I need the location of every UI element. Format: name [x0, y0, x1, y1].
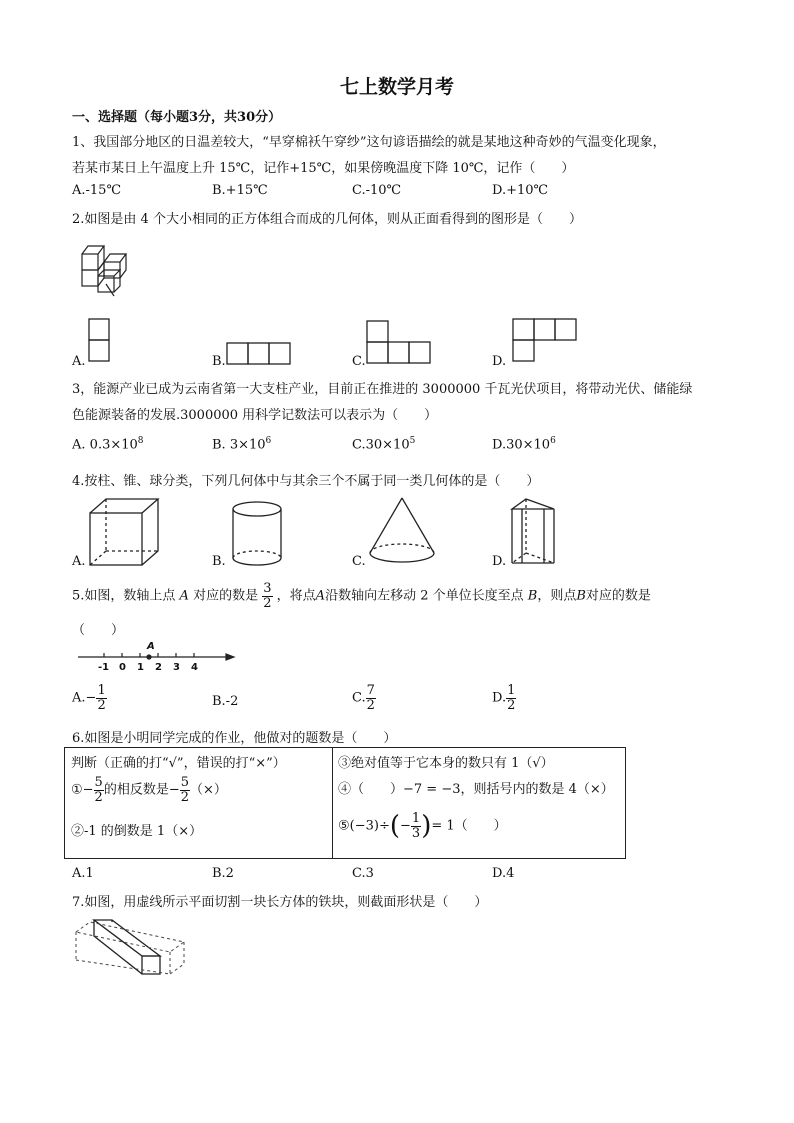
q5-stem-mid4: ，则点: [537, 588, 577, 604]
q2-option-d-figure: [512, 318, 580, 364]
q6-item5-pre: ⑤: [338, 818, 350, 834]
q3-option-a-label: A.: [72, 437, 86, 453]
q6-item1-den1: 2: [94, 789, 103, 805]
q5-stem: [72, 582, 651, 610]
q5-option-d-label: D.: [492, 690, 507, 706]
q2-option-d[interactable]: D.: [492, 354, 507, 369]
q5-stem-end: 对应的数是: [585, 588, 651, 604]
q6-option-d[interactable]: D.4: [492, 866, 515, 881]
q4-option-c[interactable]: C.: [352, 554, 366, 569]
q5-option-b[interactable]: B.-2: [212, 694, 239, 709]
q6-item5-a: (−3)÷: [349, 818, 390, 834]
q5-option-a-label: A.: [72, 690, 86, 706]
q5-var-b: B: [527, 588, 538, 604]
q6-option-a[interactable]: A.1: [72, 866, 94, 881]
q5-stem-pre: 5.如图，数轴上点: [72, 588, 176, 604]
q6-option-b[interactable]: B.2: [212, 866, 234, 881]
q5-var-a: A: [179, 588, 189, 604]
q6-item2: ②-1 的倒数是 1（×）: [71, 824, 203, 839]
q6-item5-open-paren: (: [389, 811, 401, 842]
q3-option-b-exp: 6: [265, 436, 272, 446]
q6-item5-frac: [411, 812, 421, 840]
q2-option-a[interactable]: A.: [72, 354, 86, 369]
q5-option-d-fraction: [506, 684, 516, 712]
q3-option-a-exp: 8: [137, 436, 144, 446]
q4-prism-figure: [508, 497, 558, 567]
q5-number-line: [76, 638, 238, 672]
section-heading: 一、选择题（每小题3分，共30分）: [72, 110, 282, 125]
q5-option-c-den: 2: [366, 697, 375, 713]
q6-item1-mark: （×）: [190, 782, 227, 798]
q6-option-c[interactable]: C.3: [352, 866, 374, 881]
q3-option-d-value: 30×10: [506, 437, 551, 453]
q2-option-a-figure: [88, 318, 110, 364]
q2-solid-figure: [74, 236, 154, 300]
q5-axis-tick: -1: [98, 662, 110, 673]
q6-item5-end: = 1（ ）: [431, 818, 507, 834]
q3-option-a-value: 0.3×10: [89, 437, 138, 453]
q6-item1-frac1: [94, 776, 104, 804]
q6-homework-table: [64, 747, 626, 859]
q2-option-b-figure: [226, 342, 292, 366]
q5-axis-tick: 2: [155, 662, 162, 673]
q6-stem: 6.如图是小明同学完成的作业，他做对的题数是（ ）: [72, 731, 397, 746]
q1-line1: 1、我国部分地区的日温差较大，“早穿棉袄午穿纱”这句谚语描绘的就是某地这种奇妙的气温变化现象，: [72, 135, 666, 150]
q3-option-c-exp: 5: [409, 436, 416, 446]
q6-item5-sign: −: [400, 818, 411, 834]
q5-axis-tick: 1: [137, 662, 144, 673]
q4-cube-figure: [88, 497, 160, 567]
q6-item1-num2: 5: [180, 775, 190, 790]
q6-item1-mid: 的相反数是−: [103, 782, 180, 798]
q4-stem: 4.按柱、锥、球分类，下列几何体中与其余三个不属于同一类几何体的是（ ）: [72, 474, 540, 489]
q5-axis-point-label: A: [147, 641, 155, 652]
q6-table-divider: [332, 748, 333, 858]
q3-option-b[interactable]: [212, 436, 271, 452]
q5-option-d[interactable]: [492, 684, 516, 712]
q7-stem: 7.如图，用虚线所示平面切割一块长方体的铁块，则截面形状是（ ）: [72, 895, 488, 910]
q1-option-c[interactable]: C.-10℃: [352, 183, 402, 198]
q4-option-a[interactable]: A.: [72, 554, 86, 569]
q1-option-d[interactable]: D.+10℃: [492, 183, 549, 198]
q5-option-a-den: 2: [97, 697, 106, 713]
q1-line2: 若某市某日上午温度上升 15℃，记作+15℃，如果傍晚温度下降 10℃，记作（ ）: [72, 161, 575, 176]
q5-stem-mid1: 对应的数是: [193, 588, 259, 604]
q5-option-c-label: C.: [352, 690, 366, 706]
q3-option-a[interactable]: [72, 436, 144, 452]
q3-option-d-label: D.: [492, 437, 507, 453]
q5-fraction: [262, 582, 272, 610]
q4-option-d[interactable]: D.: [492, 554, 507, 569]
q7-cuboid-cut-figure: [72, 916, 192, 978]
q3-option-c-value: 30×10: [365, 437, 410, 453]
q5-stem-mid3: 沿数轴向左移动 2 个单位长度至点: [325, 588, 524, 604]
q3-line1: 3，能源产业已成为云南省第一大支柱产业，目前正在推进的 3000000 千瓦光伏项目，将带动光伏、储能绿: [72, 382, 693, 397]
q5-axis-tick: 0: [119, 662, 126, 673]
q5-option-d-den: 2: [507, 697, 516, 713]
q2-option-b[interactable]: B.: [212, 354, 226, 369]
q6-item1-den2: 2: [180, 789, 190, 805]
q5-option-a-sign: −: [85, 690, 97, 706]
q5-var-a-2: A: [315, 588, 326, 604]
q5-option-c-fraction: [366, 684, 376, 712]
q1-option-b[interactable]: B.+15℃: [212, 183, 268, 198]
q5-var-b-2: B: [576, 588, 586, 604]
q4-cylinder-figure: [230, 500, 284, 568]
q6-item5: [338, 812, 507, 840]
q6-item5-close-paren: ): [421, 811, 432, 842]
q5-option-a[interactable]: [72, 684, 107, 712]
q2-option-c[interactable]: C.: [352, 354, 366, 369]
q3-line2: 色能源装备的发展.3000000 用科学记数法可以表示为（ ）: [72, 408, 438, 423]
q6-item5-num: 1: [411, 811, 421, 826]
q5-option-c-num: 7: [366, 683, 375, 698]
q3-option-b-value: 3×10: [229, 437, 266, 453]
q4-cone-figure: [366, 496, 438, 566]
q6-item1-frac2: [180, 776, 190, 804]
q2-option-c-figure: [366, 320, 432, 366]
q5-option-c[interactable]: [352, 684, 376, 712]
q6-item5-den: 3: [411, 825, 421, 841]
q2-stem: 2.如图是由 4 个大小相同的正方体组合而成的几何体，则从正面看得到的图形是（ ）: [72, 212, 582, 227]
q6-item1-num1: 5: [94, 775, 103, 790]
q6-left-header: 判断（正确的打“√”，错误的打“×”）: [71, 756, 286, 771]
q5-option-d-num: 1: [507, 683, 516, 698]
q6-item4: ④（ ）−7 = −3，则括号内的数是 4（×）: [338, 782, 614, 797]
q5-stem-mid2: ，将点: [276, 588, 316, 604]
q4-option-b[interactable]: B.: [212, 554, 226, 569]
q5-axis-tick: 3: [173, 662, 180, 673]
q5-frac-den: 2: [263, 595, 272, 611]
q3-option-d-exp: 6: [550, 436, 556, 446]
q3-option-d[interactable]: [492, 436, 556, 452]
q5-option-a-fraction: [96, 684, 106, 712]
q6-item1: [71, 776, 227, 804]
q3-option-c[interactable]: [352, 436, 415, 452]
q5-option-a-num: 1: [97, 683, 106, 698]
q5-axis-tick: 4: [191, 662, 198, 673]
q3-option-b-label: B.: [212, 437, 226, 453]
q6-item1-pre: ①−: [71, 782, 94, 798]
q5-paren: （ ）: [72, 623, 125, 638]
q1-option-a[interactable]: A.-15℃: [72, 183, 121, 198]
q3-option-c-label: C.: [352, 437, 366, 453]
q5-frac-num: 3: [263, 581, 272, 596]
q6-item3: ③绝对值等于它本身的数只有 1（√）: [338, 756, 554, 771]
page-title: 七上数学月考: [339, 76, 454, 98]
